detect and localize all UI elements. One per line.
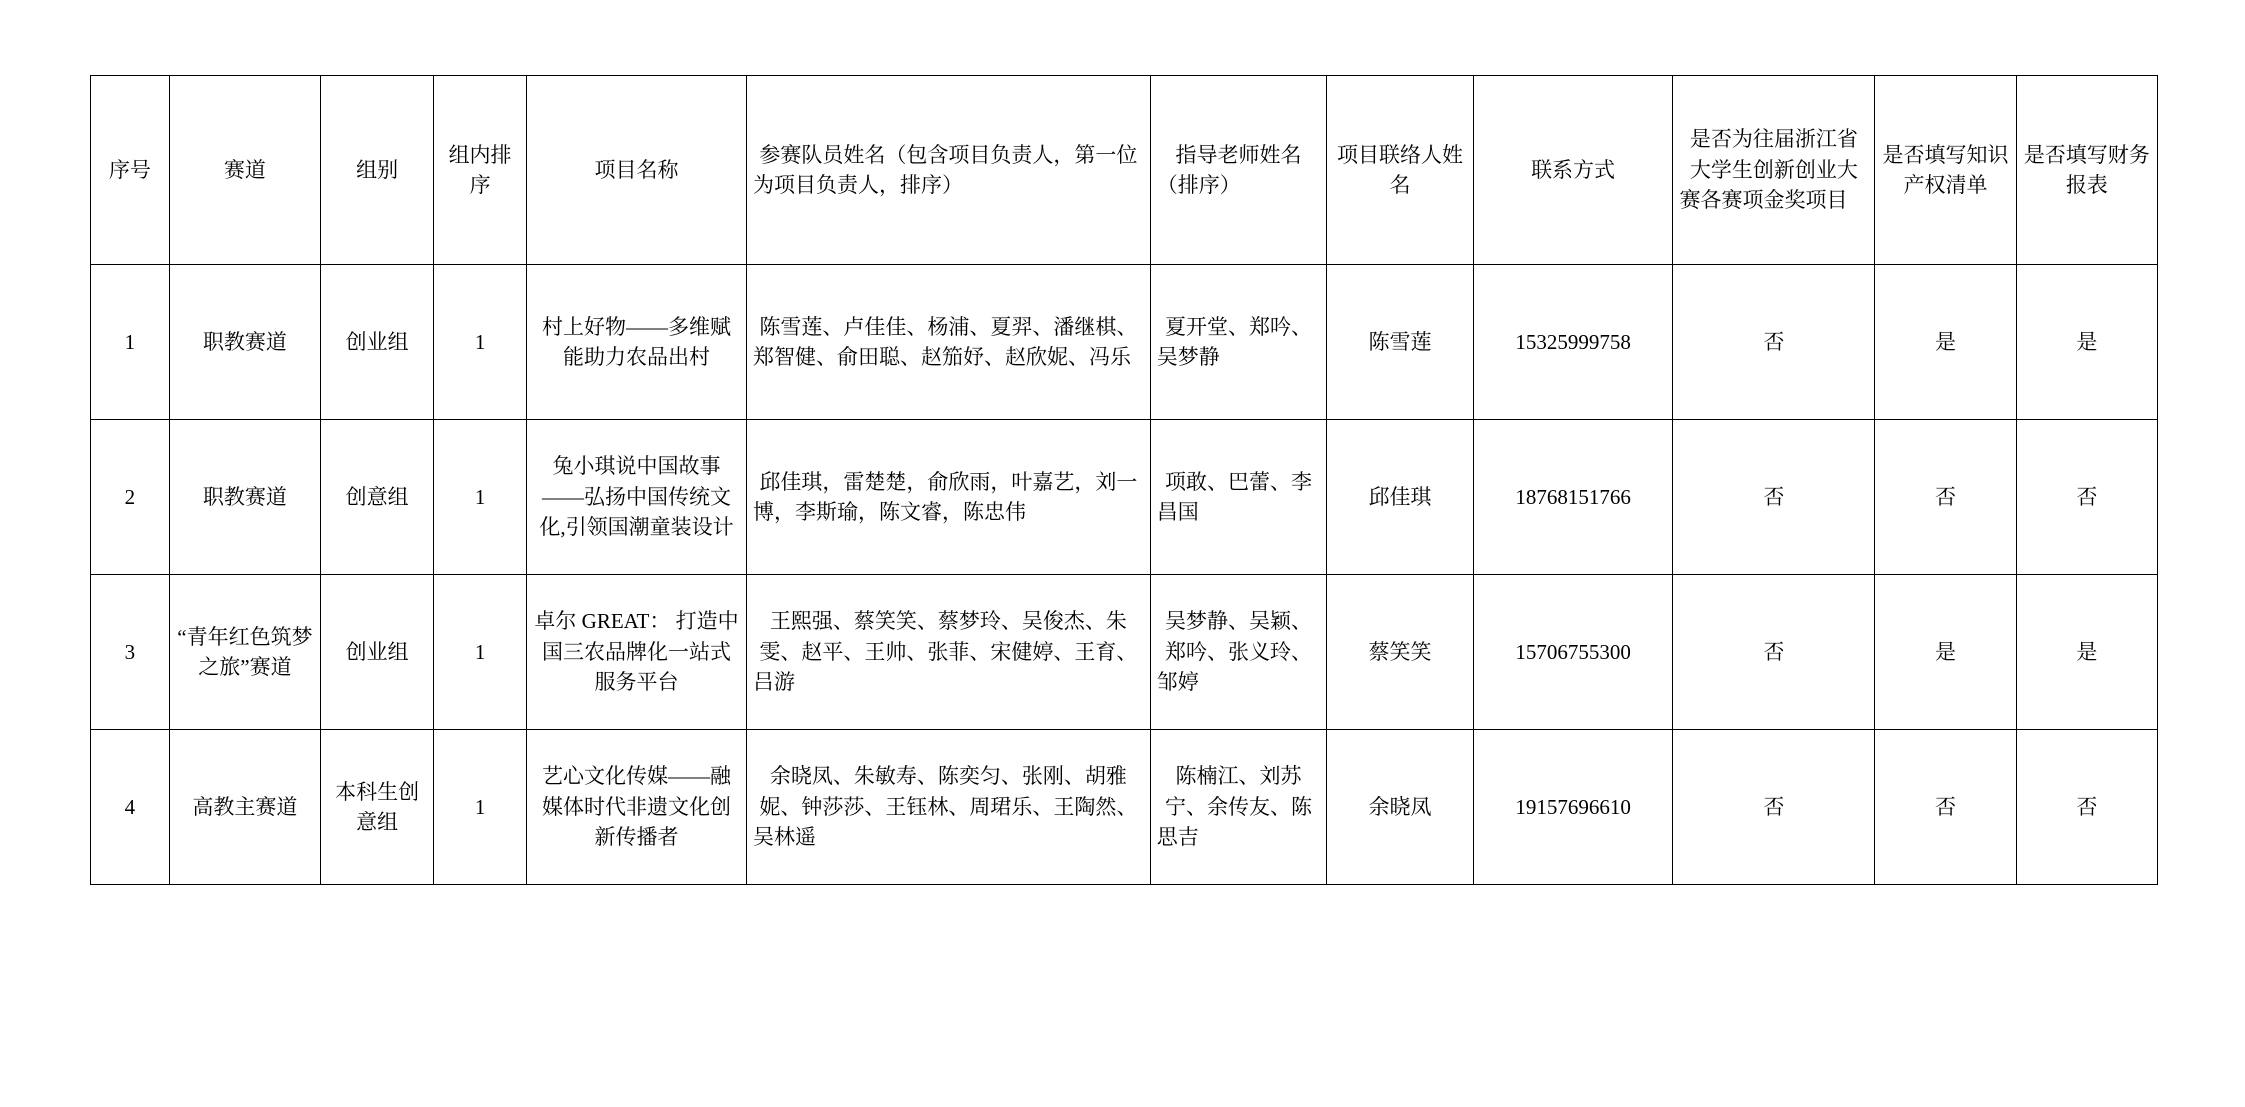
table-row — [91, 420, 2158, 575]
project-list-table — [90, 75, 2158, 885]
cell-gold-award: 否 — [1673, 575, 1875, 730]
cell-track: “青年红色筑梦之旅”赛道 — [169, 575, 320, 730]
cell-contact-person: 余晓凤 — [1327, 730, 1473, 885]
cell-finance: 是 — [2016, 575, 2157, 730]
cell-seq: 3 — [91, 575, 170, 730]
cell-order: 1 — [434, 420, 527, 575]
table-header — [91, 76, 2158, 265]
cell-ip-list: 是 — [1875, 265, 2016, 420]
cell-finance: 是 — [2016, 265, 2157, 420]
cell-finance: 否 — [2016, 420, 2157, 575]
header-seq: 序号 — [91, 76, 170, 265]
cell-group: 创意组 — [321, 420, 434, 575]
cell-teachers: 夏开堂、郑吟、吴梦静 — [1150, 265, 1327, 420]
cell-phone: 18768151766 — [1473, 420, 1673, 575]
header-contact-person: 项目联络人姓名 — [1327, 76, 1473, 265]
cell-ip-list: 否 — [1875, 420, 2016, 575]
cell-seq: 1 — [91, 265, 170, 420]
cell-order: 1 — [434, 730, 527, 885]
cell-contact-person: 蔡笑笑 — [1327, 575, 1473, 730]
cell-group: 创业组 — [321, 575, 434, 730]
cell-seq: 2 — [91, 420, 170, 575]
cell-members: 余晓凤、朱敏寿、陈奕匀、张刚、胡雅妮、钟莎莎、王钰林、周珺乐、王陶然、吴林遥 — [747, 730, 1151, 885]
cell-gold-award: 否 — [1673, 420, 1875, 575]
cell-group: 本科生创意组 — [321, 730, 434, 885]
header-members: 参赛队员姓名（包含项目负责人，第一位为项目负责人，排序） — [747, 76, 1151, 265]
cell-phone: 15706755300 — [1473, 575, 1673, 730]
cell-track: 职教赛道 — [169, 420, 320, 575]
cell-project: 村上好物——多维赋能助力农品出村 — [526, 265, 746, 420]
cell-ip-list: 是 — [1875, 575, 2016, 730]
cell-teachers: 陈楠江、刘苏宁、余传友、陈思吉 — [1150, 730, 1327, 885]
cell-members: 陈雪莲、卢佳佳、杨浦、夏羿、潘继棋、郑智健、俞田聪、赵笳妤、赵欣妮、冯乐 — [747, 265, 1151, 420]
header-row — [91, 76, 2158, 265]
header-teachers: 指导老师姓名（排序） — [1150, 76, 1327, 265]
cell-teachers: 项敢、巴蕾、李昌国 — [1150, 420, 1327, 575]
header-group: 组别 — [321, 76, 434, 265]
header-track: 赛道 — [169, 76, 320, 265]
table-row — [91, 265, 2158, 420]
cell-order: 1 — [434, 265, 527, 420]
header-phone: 联系方式 — [1473, 76, 1673, 265]
cell-members: 王熙强、蔡笑笑、蔡梦玲、吴俊杰、朱雯、赵平、王帅、张菲、宋健婷、王育、吕游 — [747, 575, 1151, 730]
cell-group: 创业组 — [321, 265, 434, 420]
cell-project: 艺心文化传媒——融媒体时代非遗文化创新传播者 — [526, 730, 746, 885]
cell-contact-person: 邱佳琪 — [1327, 420, 1473, 575]
cell-track: 高教主赛道 — [169, 730, 320, 885]
table-row — [91, 575, 2158, 730]
cell-project: 卓尔 GREAT： 打造中国三农品牌化一站式服务平台 — [526, 575, 746, 730]
table-row — [91, 730, 2158, 885]
cell-contact-person: 陈雪莲 — [1327, 265, 1473, 420]
header-finance: 是否填写财务报表 — [2016, 76, 2157, 265]
cell-teachers: 吴梦静、吴颖、郑吟、张义玲、邹婷 — [1150, 575, 1327, 730]
cell-phone: 15325999758 — [1473, 265, 1673, 420]
table-body — [91, 265, 2158, 885]
cell-members: 邱佳琪，雷楚楚，俞欣雨，叶嘉艺，刘一博，李斯瑜，陈文睿，陈忠伟 — [747, 420, 1151, 575]
cell-ip-list: 否 — [1875, 730, 2016, 885]
header-order: 组内排序 — [434, 76, 527, 265]
cell-gold-award: 否 — [1673, 265, 1875, 420]
table-container — [90, 75, 2158, 885]
cell-project: 兔小琪说中国故事——弘扬中国传统文化,引领国潮童装设计 — [526, 420, 746, 575]
cell-track: 职教赛道 — [169, 265, 320, 420]
header-ip-list: 是否填写知识产权清单 — [1875, 76, 2016, 265]
cell-seq: 4 — [91, 730, 170, 885]
cell-phone: 19157696610 — [1473, 730, 1673, 885]
cell-finance: 否 — [2016, 730, 2157, 885]
cell-order: 1 — [434, 575, 527, 730]
header-project: 项目名称 — [526, 76, 746, 265]
header-gold-award: 是否为往届浙江省大学生创新创业大赛各赛项金奖项目 — [1673, 76, 1875, 265]
cell-gold-award: 否 — [1673, 730, 1875, 885]
